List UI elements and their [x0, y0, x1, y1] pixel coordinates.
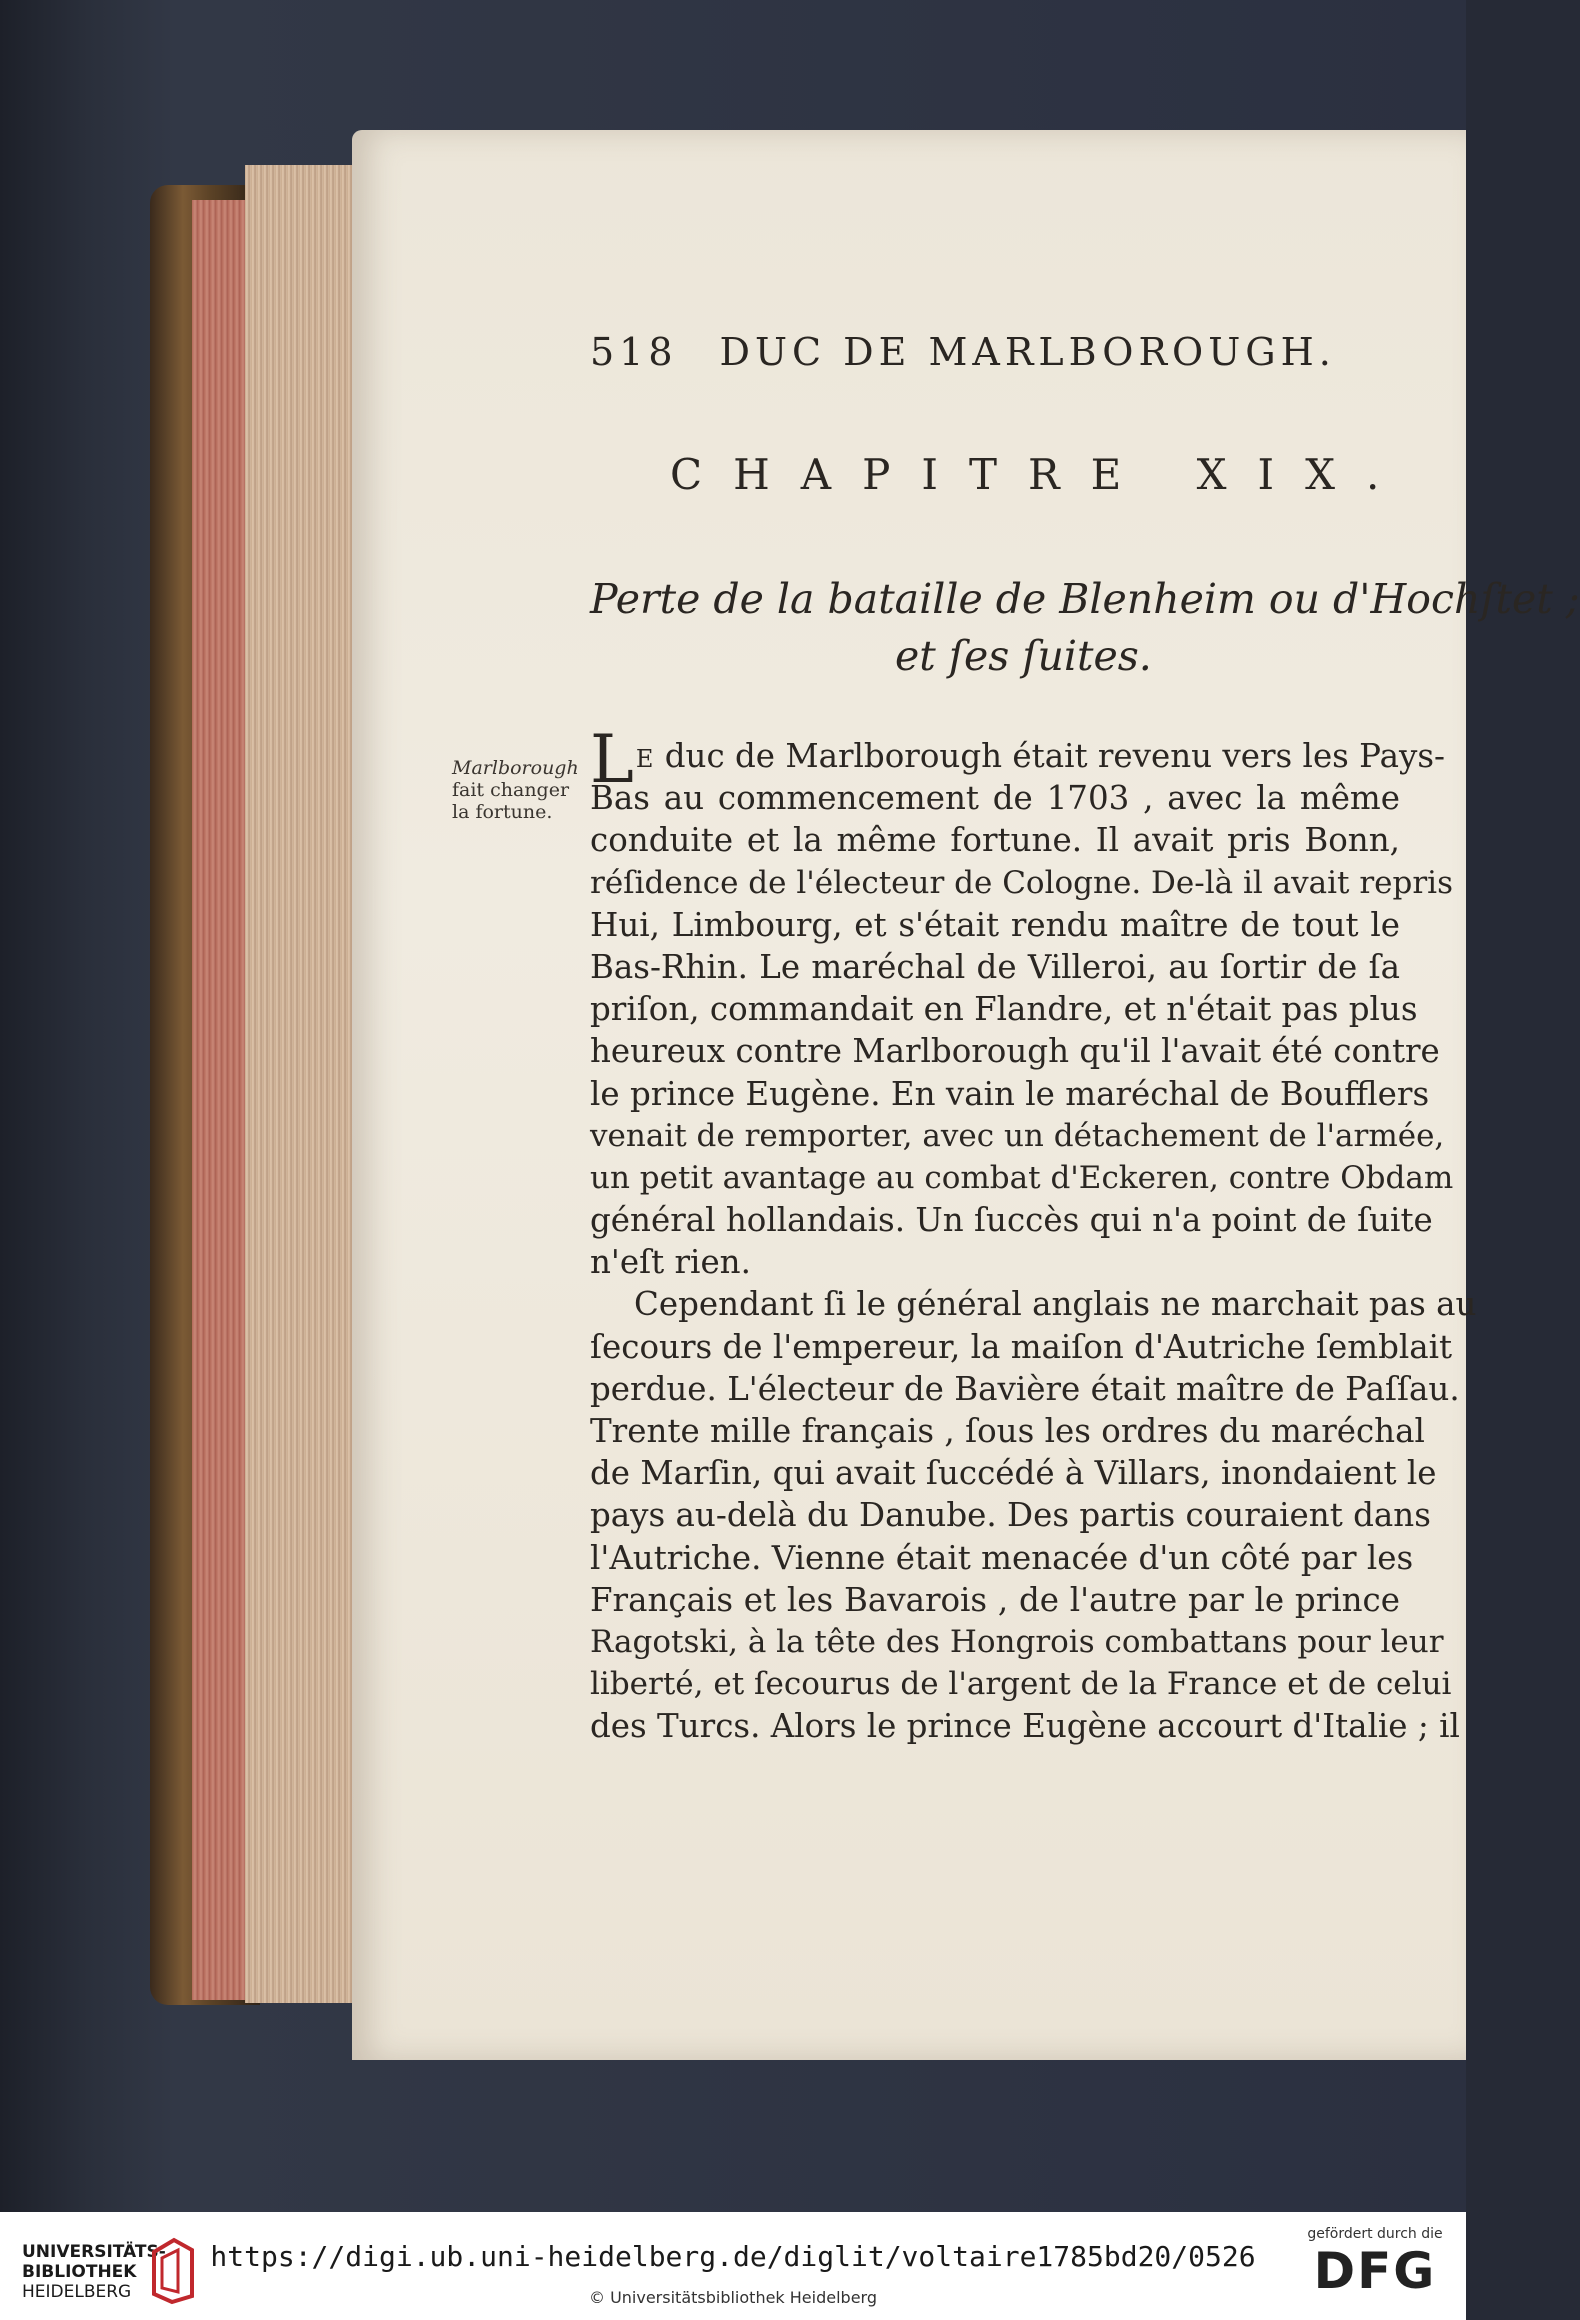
- viewer-footer: [0, 2212, 1466, 2320]
- body-line: perdue. L'électeur de Bavière était maître de Paſſau.: [590, 1369, 1460, 1408]
- body-text: [590, 721, 1477, 1748]
- chapter-title-line-2: et ſes ſuites.: [895, 632, 1152, 680]
- drop-cap: L: [590, 721, 634, 798]
- body-line-1: [590, 721, 1445, 798]
- body-line: de Marſin, qui avait ſuccédé à Villars, inondaient le: [590, 1454, 1437, 1493]
- page-block: [245, 165, 357, 2003]
- body-line: liberté, et ſecourus de l'argent de la France et de celui: [590, 1666, 1452, 1703]
- body-line: un petit avantage au combat d'Eckeren, contre Obdam: [590, 1159, 1454, 1196]
- body-line: ſecours de l'empereur, la maiſon d'Autriche ſemblait: [590, 1327, 1453, 1366]
- body-line: Cependant ſi le général anglais ne marchait pas au: [634, 1285, 1477, 1324]
- margin-note-line: la fortune.: [452, 801, 553, 823]
- body-line: conduite et la même fortune. Il avait pris Bonn,: [590, 821, 1400, 860]
- body-line: Bas-Rhin. Le maréchal de Villeroi, au ſortir de ſa: [590, 947, 1400, 986]
- funder-name: DFG: [1313, 2242, 1437, 2300]
- margin-note-line: Marlborough: [452, 757, 579, 779]
- line-text: duc de Marlborough était revenu vers les Pays-: [664, 737, 1445, 775]
- chapter-heading: CHAPITRE XIX.: [670, 450, 1411, 499]
- permalink-url[interactable]: https://digi.ub.uni-heidelberg.de/diglit/voltaire1785bd20/0526: [210, 2240, 1256, 2273]
- copyright-notice: © Universitätsbibliothek Heidelberg: [588, 2288, 877, 2307]
- body-line: des Turcs. Alors le prince Eugène accourt d'Italie ; il: [590, 1707, 1460, 1746]
- body-line: pays au-delà du Danube. Des partis couraient dans: [590, 1496, 1431, 1535]
- page-number: 518: [590, 330, 678, 374]
- running-title: DUC DE MARLBOROUGH.: [719, 330, 1336, 374]
- body-line: réſidence de l'électeur de Cologne. De-là il avait repris: [590, 864, 1453, 901]
- body-line: n'eſt rien.: [590, 1243, 751, 1282]
- body-line: l'Autriche. Vienne était menacée d'un côté par les: [590, 1538, 1414, 1577]
- funder-logo[interactable]: [1305, 2226, 1445, 2300]
- margin-note: [452, 757, 592, 823]
- library-name-line-1: UNIVERSITÄTS-: [22, 2242, 166, 2262]
- chapter-title-line-1: Perte de la bataille de Blenheim ou d'Hochſtet ;: [590, 575, 1580, 623]
- first-word-rest: E: [635, 745, 655, 773]
- body-line: Trente mille français , ſous les ordres du maréchal: [590, 1412, 1425, 1450]
- body-line: priſon, commandait en Flandre, et n'était pas plus: [590, 990, 1418, 1029]
- margin-note-line: fait changer: [452, 779, 570, 801]
- body-line: général hollandais. Un ſuccès qui n'a point de ſuite: [590, 1201, 1433, 1240]
- library-name-line-3: HEIDELBERG: [22, 2282, 132, 2302]
- body-line: Ragotski, à la tête des Hongrois combattans pour leur: [590, 1623, 1444, 1660]
- body-line: venait de remporter, avec un détachement de l'armée,: [590, 1117, 1445, 1154]
- body-line: heureux contre Marlborough qu'il l'avait été contre: [590, 1032, 1440, 1071]
- body-line: le prince Eugène. En vain le maréchal de Boufflers: [590, 1074, 1430, 1113]
- body-line: Hui, Limbourg, et s'était rendu maître de tout le: [590, 905, 1400, 944]
- running-header: [590, 330, 1336, 374]
- library-name-line-2: BIBLIOTHEK: [22, 2262, 137, 2282]
- funder-note: gefördert durch die: [1307, 2226, 1443, 2242]
- body-line: Français et les Bavarois , de l'autre par le prince: [590, 1580, 1400, 1619]
- body-line: Bas au commencement de 1703 , avec la même: [590, 779, 1400, 818]
